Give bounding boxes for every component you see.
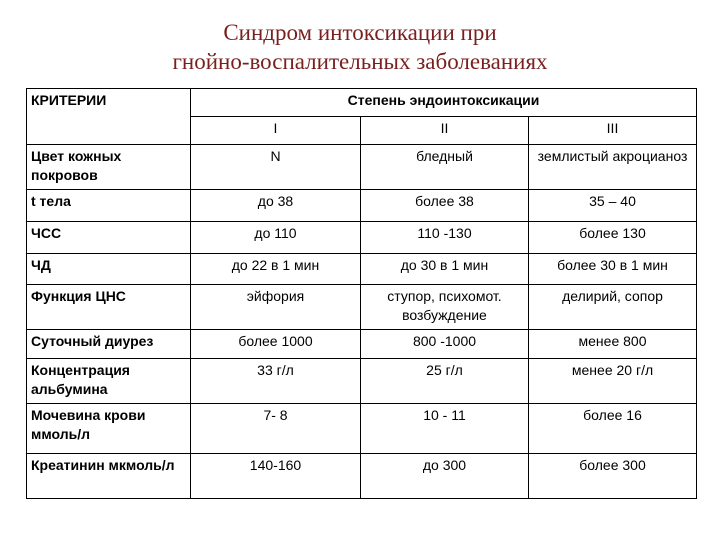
criteria-header: КРИТЕРИИ	[27, 89, 191, 117]
criterion-cell: ЧСС	[27, 222, 191, 254]
value-cell: 10 - 11	[361, 404, 529, 454]
title-line-2: гнойно-воспалительных заболеваниях	[172, 49, 548, 74]
table-row	[27, 254, 697, 285]
value-cell: 800 -1000	[361, 330, 529, 359]
value-cell: до 22 в 1 мин	[191, 254, 361, 285]
value-cell: до 38	[191, 190, 361, 222]
value-cell: 35 – 40	[529, 190, 697, 222]
title-line-1: Синдром интоксикации при	[223, 20, 497, 45]
value-cell: бледный	[361, 145, 529, 190]
value-cell: более 1000	[191, 330, 361, 359]
value-cell: 7- 8	[191, 404, 361, 454]
criterion-cell: Креатинин мкмоль/л	[27, 454, 191, 499]
table-row	[27, 404, 697, 454]
criterion-cell: Концентрация альбумина	[27, 359, 191, 404]
page-title	[0, 18, 720, 76]
value-cell: до 30 в 1 мин	[361, 254, 529, 285]
degree-1-header: I	[191, 117, 361, 145]
criterion-cell: Суточный диурез	[27, 330, 191, 359]
value-cell: 140-160	[191, 454, 361, 499]
value-cell: более 30 в 1 мин	[529, 254, 697, 285]
value-cell: эйфория	[191, 285, 361, 330]
table-row	[27, 359, 697, 404]
table-row	[27, 190, 697, 222]
value-cell: менее 20 г/л	[529, 359, 697, 404]
table-row	[27, 222, 697, 254]
degree-2-header: II	[361, 117, 529, 145]
criterion-cell: t тела	[27, 190, 191, 222]
criterion-cell: Функция ЦНС	[27, 285, 191, 330]
table-row	[27, 145, 697, 190]
intoxication-table	[26, 88, 697, 499]
criterion-cell: Мочевина крови ммоль/л	[27, 404, 191, 454]
value-cell: 110 -130	[361, 222, 529, 254]
value-cell: более 16	[529, 404, 697, 454]
value-cell: землистый акроцианоз	[529, 145, 697, 190]
value-cell: ступор, психомот. возбуждение	[361, 285, 529, 330]
table-row	[27, 285, 697, 330]
table-row	[27, 330, 697, 359]
value-cell: более 130	[529, 222, 697, 254]
value-cell: до 300	[361, 454, 529, 499]
value-cell: более 38	[361, 190, 529, 222]
degree-header: Степень эндоинтоксикации	[191, 89, 697, 117]
degree-3-header: III	[529, 117, 697, 145]
value-cell: менее 800	[529, 330, 697, 359]
criteria-header-spacer	[27, 117, 191, 145]
value-cell: до 110	[191, 222, 361, 254]
criterion-cell: Цвет кожных покровов	[27, 145, 191, 190]
criterion-cell: ЧД	[27, 254, 191, 285]
table-row	[27, 454, 697, 499]
value-cell: делирий, сопор	[529, 285, 697, 330]
value-cell: 33 г/л	[191, 359, 361, 404]
value-cell: более 300	[529, 454, 697, 499]
value-cell: 25 г/л	[361, 359, 529, 404]
value-cell: N	[191, 145, 361, 190]
